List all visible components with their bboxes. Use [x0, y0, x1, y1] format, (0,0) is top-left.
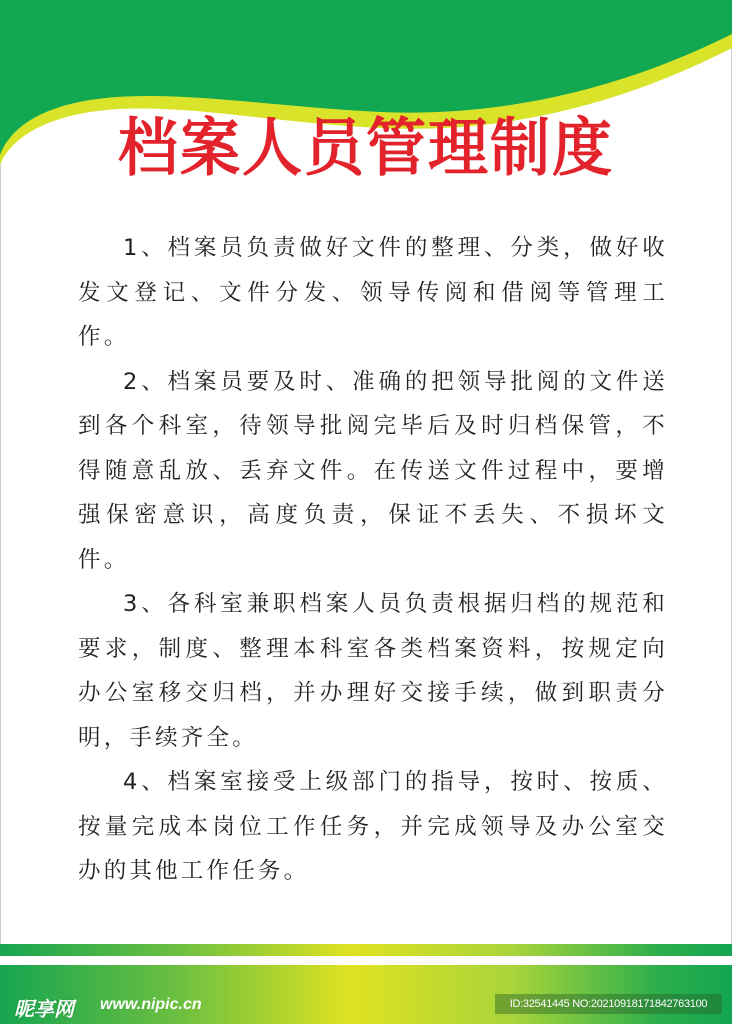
image-id-badge: ID:32541445 NO:20210918171842763100	[495, 994, 722, 1014]
regulation-item-1: 1、档案员负责做好文件的整理、分类，做好收发文登记、文件分发、领导传阅和借阅等管理工作。	[78, 235, 668, 350]
footer-stripe	[0, 944, 732, 956]
regulation-item-4: 4、档案室接受上级部门的指导，按时、按质、按量完成本岗位工作任务，并完成领导及办公室交办的其他工作任务。	[78, 769, 668, 884]
regulation-body	[78, 226, 668, 894]
regulation-item-2: 2、档案员要及时、准确的把领导批阅的文件送到各个科室，待领导批阅完毕后及时归档保管，不得随意乱放、丢弃文件。在传送文件过程中，要增强保密意识，高度负责，保证不丢失、不损坏文件。	[78, 368, 668, 573]
watermark-logo: 昵享网	[14, 997, 74, 1021]
footer-divider	[0, 956, 732, 965]
watermark-url: www.nipic.cn	[100, 996, 202, 1013]
page-title: 档案人员管理制度	[118, 111, 614, 185]
regulation-item-3: 3、各科室兼职档案人员负责根据归档的规范和要求，制度、整理本科室各类档案资料，按规定向办公室移交归档，并办理好交接手续，做到职责分明，手续齐全。	[78, 591, 668, 751]
